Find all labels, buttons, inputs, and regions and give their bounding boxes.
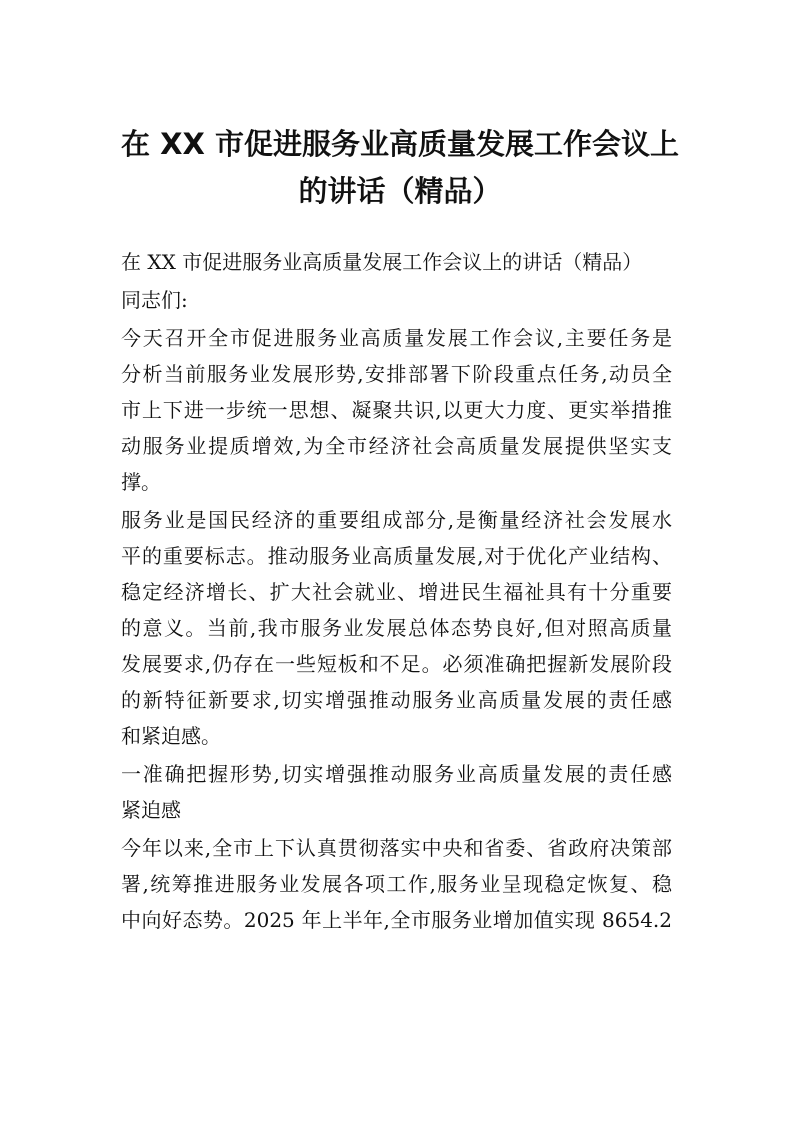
text-line: 市上下进一步统一思想、凝聚共识,以更大力度、更实举措推: [121, 398, 672, 422]
text-line: 撑。: [121, 470, 161, 494]
paragraph: [121, 756, 672, 828]
title-line-1: 在 XX 市促进服务业高质量发展工作会议上: [121, 127, 679, 161]
text-line: 分析当前服务业发展形势,安排部署下阶段重点任务,动员全: [121, 362, 672, 386]
paragraph: [121, 502, 672, 754]
text-line: 服务业是国民经济的重要组成部分,是衡量经济社会发展水: [121, 508, 672, 532]
text-line: 的意义。当前,我市服务业发展总体态势良好,但对照高质量: [121, 616, 672, 640]
text-line: 在 XX 市促进服务业高质量发展工作会议上的讲话（精品）: [121, 250, 643, 274]
text-line: 和紧迫感。: [121, 724, 221, 748]
text-line: 同志们:: [121, 288, 188, 312]
text-line: 中向好态势。2025 年上半年,全市服务业增加值实现 8654.2: [121, 908, 672, 932]
text-line: 平的重要标志。推动服务业高质量发展,对于优化产业结构、: [121, 544, 672, 568]
text-line: 的新特征新要求,切实增强推动服务业高质量发展的责任感: [121, 688, 672, 712]
text-line: 今年以来,全市上下认真贯彻落实中央和省委、省政府决策部: [121, 836, 672, 860]
paragraph: [121, 244, 672, 280]
text-line: 紧迫感: [121, 798, 181, 822]
paragraph: [121, 320, 672, 500]
paragraph: [121, 830, 672, 938]
text-line: 一准确把握形势,切实增强推动服务业高质量发展的责任感: [121, 762, 672, 786]
text-line: 署,统筹推进服务业发展各项工作,服务业呈现稳定恢复、稳: [121, 872, 672, 896]
text-line: 稳定经济增长、扩大社会就业、增进民生福祉具有十分重要: [121, 580, 672, 604]
text-line: 动服务业提质增效,为全市经济社会高质量发展提供坚实支: [121, 434, 672, 458]
paragraph: [121, 282, 672, 318]
title-line-2: 的讲话（精品）: [298, 174, 502, 208]
document-body: [121, 244, 672, 940]
text-line: 发展要求,仍存在一些短板和不足。必须准确把握新发展阶段: [121, 652, 672, 676]
text-line: 今天召开全市促进服务业高质量发展工作会议,主要任务是: [121, 326, 672, 350]
